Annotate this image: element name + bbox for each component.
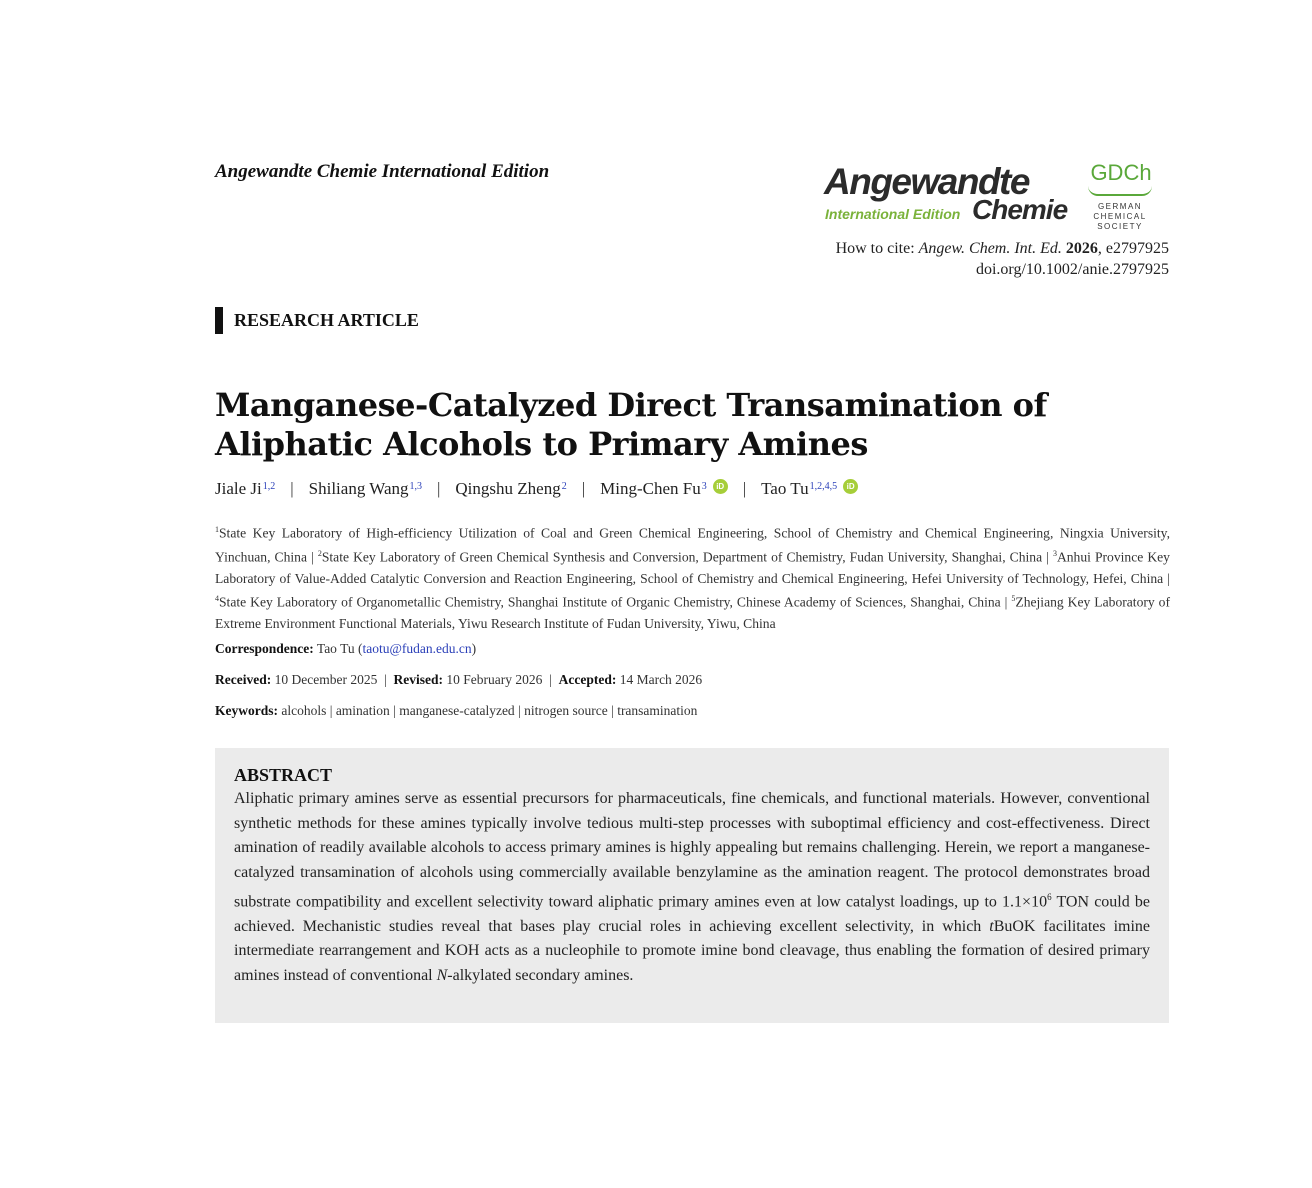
article-dates: Received: 10 December 2025 | Revised: 10 February 2026 | Accepted: 14 March 2026: [215, 672, 703, 687]
logo-chemie: Chemie: [972, 194, 1068, 225]
author-list: [215, 479, 858, 499]
correspondence: Correspondence: Tao Tu (taotu@fudan.edu.cn): [215, 641, 477, 656]
author[interactable]: Qingshu Zheng $^2$: [455, 479, 567, 498]
keywords: Keywords: alcohols | amination | manganese-catalyzed | nitrogen source | transamination: [215, 703, 698, 718]
abstract-heading: ABSTRACT: [234, 765, 333, 785]
correspondence-email-link[interactable]: taotu@fudan.edu.cn: [362, 641, 472, 656]
citation-block: How to cite: Angew. Chem. Int. Ed. 2026, e2797925 doi.org/10.1002/anie.2797925: [835, 240, 1169, 278]
article-type: RESEARCH ARTICLE: [215, 307, 419, 334]
logo-subtitle: International Edition: [825, 206, 961, 222]
abstract-box: [215, 748, 1169, 1023]
cite-year: 2026: [1065, 240, 1098, 257]
author[interactable]: Shiliang Wang $^{1,3}$: [308, 479, 422, 498]
orcid-icon[interactable]: iD: [843, 479, 858, 494]
cite-journal: Angew. Chem. Int. Ed.: [918, 240, 1062, 257]
gdch-subtitle: GERMAN CHEMICAL SOCIETY: [1093, 202, 1147, 231]
author[interactable]: Tao Tu $^{1,2,4,5}$ iD: [761, 479, 858, 499]
author[interactable]: Jiale Ji $^{1,2}$: [215, 479, 276, 498]
journal-logo: [824, 160, 1170, 231]
author-separator: |: [437, 479, 441, 498]
journal-name: Angewandte Chemie International Edition: [215, 161, 550, 182]
logo-brand: Angewandte: [824, 161, 1029, 202]
gdch-arc: [1088, 186, 1152, 196]
author-separator: |: [290, 479, 294, 498]
abstract-text: Aliphatic primary amines serve as essential precursors for pharmaceuticals, fine chemicals, and functional materials. However, conventional synthetic methods for these amines typically involve tedious multi-step processes with suboptimal efficiency and cost-effectiveness. Direct amination of readily available alcohols to access primary amines is highly appealing but remains challenging. Herein, we report a manganese-catalyzed transamination of alcohols using commercially available benzylamine as the amination reagent. The protocol demonstrates broad substrate compatibility and excellent selectivity toward aliphatic primary amines even at low catalyst loadings, up to $1.1\times 10^6$ TON could be achieved. Mechanistic studies reveal that bases play crucial roles in achieving excellent selectivity, in which tBuOK facilitates imine intermediate rearrangement and KOH acts as a nucleophile to promote imine bond cleavage, thus enabling the formation of desired primary amines instead of conventional N-alkylated secondary amines.: [234, 790, 1151, 984]
author-separator: |: [742, 479, 747, 498]
gdch-logo: GDCh: [1090, 160, 1152, 185]
author[interactable]: Ming-Chen Fu $^3$ iD: [600, 479, 728, 499]
affiliations: $^1$State Key Laboratory of High-efficiency Utilization of Coal and Green Chemical Engineering, School of Chemistry and Chemical Engineering, Ningxia University, Yinchuan, China | $^2$State Key Laboratory of Green Chemical Synthesis and Conversion, Department of Chemistry, Fudan University, Shanghai, China | $^3$Anhui Province Key Laboratory of Value-Added Catalytic Conversion and Reaction Engineering, School of Chemistry and Chemical Engineering, Hefei University of Technology, Hefei, China | $^4$State Key Laboratory of Organometallic Chemistry, Shanghai Institute of Organic Chemistry, Chinese Academy of Sciences, Shanghai, China | $^5$Zhejiang Key Laboratory of Extreme Environment Functional Materials, Yiwu Research Institute of Fudan University, Yiwu, China: [215, 525, 1170, 631]
orcid-icon[interactable]: iD: [713, 479, 728, 494]
author-separator: |: [581, 479, 586, 498]
article-type-bar: [215, 307, 223, 334]
doi-link[interactable]: doi.org/10.1002/anie.2797925: [975, 261, 1169, 278]
article-title: Manganese-Catalyzed Direct Transamination of Aliphatic Alcohols to Primary Amines: [215, 386, 1047, 463]
